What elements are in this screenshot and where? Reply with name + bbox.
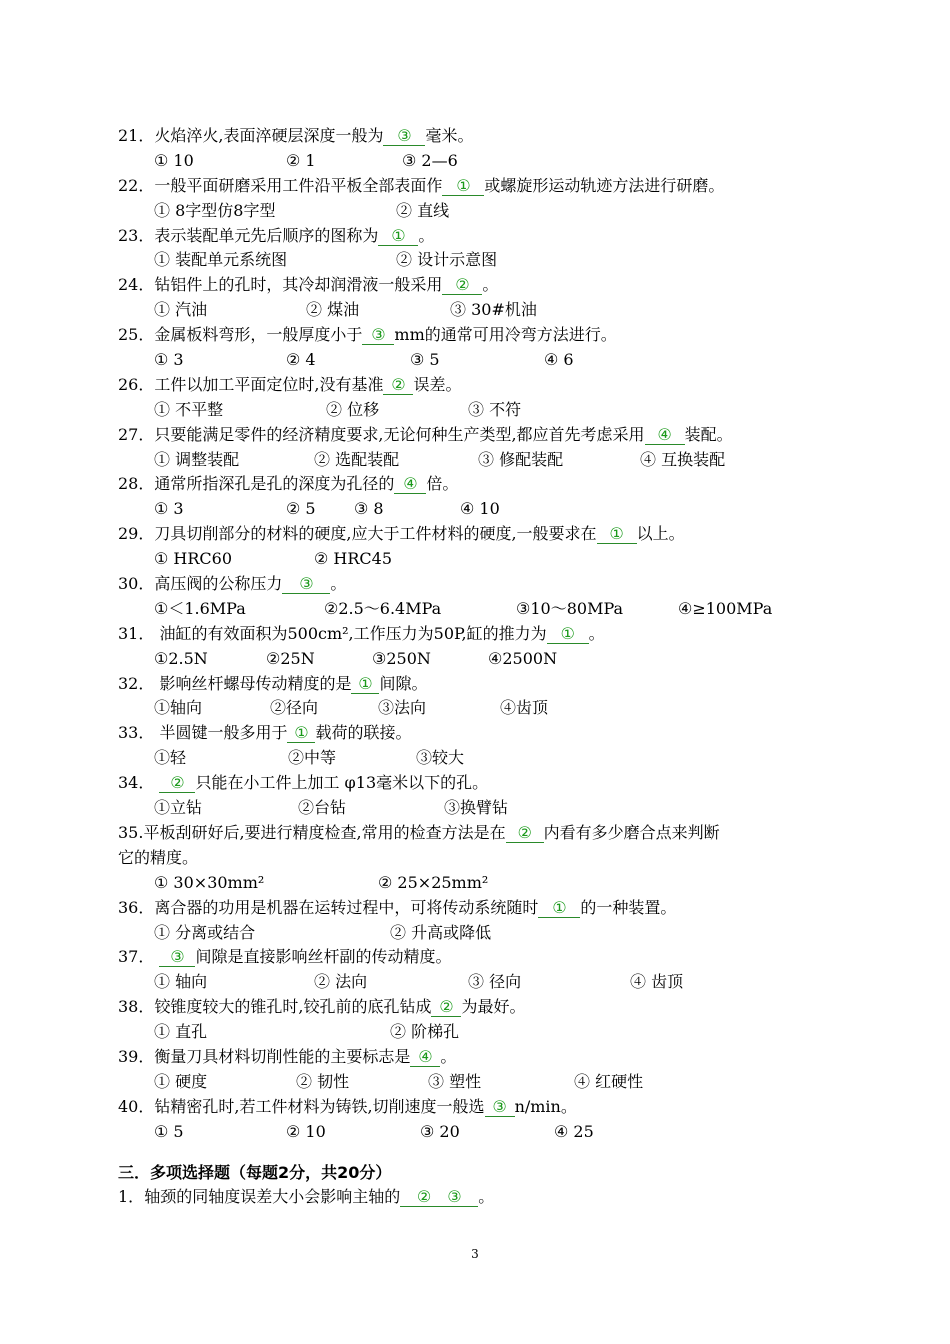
question-text-after: 装配。 [684,424,733,444]
option: ① 5 [154,1121,184,1141]
question-number: 25． [118,325,155,345]
question-number: 1． [118,1187,145,1207]
question-text-before: 一般平面研磨采用工件沿平板全部表面作 [154,175,443,195]
question-stem [118,522,838,547]
question-number: 34． [118,773,155,793]
question-stem [118,124,838,149]
question-text-after: 的一种装置。 [580,897,677,917]
option: ④ 齿顶 [630,972,684,992]
question-text-after: n/min。 [514,1096,577,1116]
question-number: 30． [118,574,155,594]
question-number: 22． [118,175,155,195]
options-row [118,348,838,373]
answer-blank: ③ [159,948,195,967]
question-stem [118,373,838,398]
option: ④ 6 [544,350,574,370]
option: ④ 25 [554,1121,594,1141]
question-stem [118,572,838,597]
question-text-after: 。 [588,623,605,643]
option: ② 设计示意图 [396,250,498,270]
option: ③ 塑性 [428,1071,482,1091]
question-text-before: 影响丝杆螺母传动精度的是 [154,673,352,693]
answer-blank: ① [378,227,418,246]
option: ① 10 [154,150,194,170]
question-text-before: 平板刮研好后,要进行精度检查,常用的检查方法是在 [143,822,506,842]
page-number: 3 [471,1247,479,1261]
option: ①2.5N [154,648,208,668]
question-text-before: 刀具切削部分的材料的硬度,应大于工件材料的硬度,一般要求在 [154,524,597,544]
option: ③ 8 [354,499,384,519]
question-text-after: 为最好。 [461,997,526,1017]
question-stem [118,896,838,921]
question-number: 36． [118,897,155,917]
question-number: 32． [118,673,155,693]
option: ① 调整装配 [154,449,240,469]
option: ① 30×30mm² [154,872,265,892]
question-stem [118,1045,838,1070]
option: ② 直线 [396,200,450,220]
question-number: 21． [118,126,155,145]
question-text-after: 间隙。 [379,673,428,693]
options-row [118,1020,838,1045]
question-text-after: 或螺旋形运动轨迹方法进行研磨。 [484,175,725,195]
question-text-before: 高压阀的公称压力 [154,574,283,594]
question-stem [118,174,838,199]
question-text-before: 只要能满足零件的经济精度要求,无论何种生产类型,都应首先考虑采用 [154,424,645,444]
option: ③ 不符 [468,399,522,419]
options-row [118,1070,838,1095]
option: ② 选配装配 [314,449,400,469]
answer-blank: ② [159,774,195,793]
option: ② HRC45 [314,549,393,569]
question-text-after: 。 [478,1187,495,1207]
option: ① 不平整 [154,399,224,419]
option: ③ 20 [420,1121,460,1141]
option: ②径向 [270,698,319,718]
question-text-before: 轴颈的同轴度误差大小会影响主轴的 [144,1187,401,1207]
question-number: 39． [118,1046,155,1066]
options-row [118,547,838,572]
answer-blank: ④ [394,475,426,494]
question-stem [118,224,838,249]
option: ①立钻 [154,798,203,818]
answer-blank: ① [538,899,580,918]
question-text-after: 间隙是直接影响丝杆副的传动精度。 [195,947,452,967]
question-text-before: 金属板料弯形，一般厚度小于 [154,325,363,345]
answer-blank: ② [442,276,482,295]
option: ① 轴向 [154,972,208,992]
question-text-after: 。 [440,1046,457,1066]
question-stem [118,273,838,298]
answer-blank: ① [442,177,484,196]
question-stem [118,721,838,746]
question-text-before: 火焰淬火,表面淬硬层深度一般为 [154,126,384,145]
option: ①轴向 [154,698,203,718]
question-stem [118,423,838,448]
options-row [118,696,838,721]
question-text-before: 衡量刀具材料切削性能的主要标志是 [154,1046,411,1066]
option: ①＜1.6MPa [154,598,246,618]
question-text-after: mm的通常可用冷弯方法进行。 [394,325,617,345]
question-text-before: 通常所指深孔是孔的深度为孔径的 [154,474,395,494]
question-text-before: 工件以加工平面定位时,没有基准 [154,374,384,394]
options-row [118,647,838,672]
option: ②2.5～6.4MPa [324,598,442,618]
option: ② 升高或降低 [390,922,492,942]
option: ② 位移 [326,399,380,419]
question-text-after: 。 [330,574,347,594]
option: ②台钻 [298,798,347,818]
answer-blank: ① [547,625,589,644]
question-number: 37． [118,947,155,967]
question-stem [118,672,838,697]
option: ② 阶梯孔 [390,1022,460,1042]
options-row [118,871,838,896]
option: ①轻 [154,748,187,768]
answer-blank: ① [597,525,637,544]
question-text-after: 误差。 [413,374,462,394]
options-row [118,1120,838,1145]
options-row [118,448,838,473]
question-text-after: 。 [418,225,435,245]
question-list [118,124,838,1210]
question-text-after: 只能在小工件上加工 φ13毫米以下的孔。 [195,773,489,793]
answer-blank: ④ [645,426,685,445]
option: ④≥100MPa [678,598,773,618]
option: ②25N [266,648,315,668]
question-number: 35. [118,822,144,842]
question-number: 28． [118,474,155,494]
option: ② 法向 [314,972,368,992]
question-stem [118,945,838,970]
option: ③ 2—6 [402,150,458,170]
option: ②中等 [288,748,337,768]
question-number: 33． [118,723,155,743]
question-text-before: 半圆键一般多用于 [154,723,288,743]
option: ① 3 [154,499,184,519]
options-row [118,921,838,946]
question-text-after: 毫米。 [425,126,474,145]
question-text-before: 钻精密孔时,若工件材料为铸铁,切削速度一般选 [154,1096,485,1116]
option: ② 25×25mm² [378,872,489,892]
option: ① 装配单元系统图 [154,250,288,270]
option: ② 5 [286,499,316,519]
question-text-before: 油缸的有效面积为500cm²,工作压力为50P,缸的推力为 [154,623,547,643]
option: ① 3 [154,350,184,370]
question-number: 24． [118,275,155,295]
question-number: 29． [118,524,155,544]
answer-blank: ② [431,998,461,1017]
question-text-after: 。 [482,275,499,295]
answer-blank: ① [351,675,379,694]
question-number: 27． [118,424,155,444]
options-row [118,149,838,174]
option: ④齿顶 [500,698,549,718]
answer-blank: ③ [485,1098,515,1117]
option: ③ 5 [410,350,440,370]
question-stem [118,821,838,846]
option: ① 汽油 [154,300,208,320]
answer-blank: ③ [362,326,394,345]
question-text-after: 载荷的联接。 [315,723,412,743]
option: ③ 30#机油 [450,300,537,320]
answer-blank: ③ [282,575,330,594]
options-row [118,746,838,771]
option: ③10～80MPa [516,598,624,618]
options-row [118,497,838,522]
question-text-before: 离合器的功用是机器在运转过程中，可将传动系统随时 [154,897,539,917]
option: ③换臂钻 [444,798,509,818]
option: ③ 径向 [468,972,522,992]
question-number: 40． [118,1096,155,1116]
question-stem [118,323,838,348]
option: ③ 修配装配 [478,449,564,469]
option: ④ 互换装配 [640,449,726,469]
question-number: 38． [118,997,155,1017]
question-stem [118,771,838,796]
answer-blank: ④ [410,1048,440,1067]
option: ③法向 [378,698,427,718]
option: ① 直孔 [154,1022,208,1042]
question-continuation: 它的精度。 [118,847,199,867]
option: ④2500N [488,648,558,668]
question-stem [118,622,838,647]
options-row [118,796,838,821]
question-number: 31． [118,623,155,643]
option: ② 韧性 [296,1071,350,1091]
options-row [118,597,838,622]
option: ③较大 [416,748,465,768]
option: ③250N [372,648,431,668]
option: ① 8字型仿8字型 [154,200,276,220]
question-text-before: 表示装配单元先后顺序的图称为 [154,225,379,245]
options-row [118,248,838,273]
option: ② 4 [286,350,316,370]
option: ② 煤油 [306,300,360,320]
option: ① 硬度 [154,1071,208,1091]
option: ② 10 [286,1121,326,1141]
question-text-before: 铰锥度较大的锥孔时,铰孔前的底孔钻成 [154,997,432,1017]
question-text-before: 钻铝件上的孔时，其冷却润滑液一般采用 [154,275,443,295]
question-stem [118,472,838,497]
answer-blank: ② [383,376,413,395]
question-stem [118,1185,838,1210]
question-text-after: 以上。 [636,524,685,544]
option: ④ 10 [460,499,500,519]
question-stem [118,1095,838,1120]
answer-blank: ③ [383,127,425,146]
option: ① HRC60 [154,549,233,569]
option: ④ 红硬性 [574,1071,644,1091]
options-row [118,970,838,995]
question-text-after: 倍。 [426,474,459,494]
options-row [118,199,838,224]
answer-blank: ① [287,724,315,743]
question-text-after: 内看有多少磨合点来判断 [543,822,720,842]
options-row [118,398,838,423]
question-number: 26． [118,374,155,394]
answer-blank: ② ③ [400,1188,478,1207]
section-title: 三．多项选择题（每题2分，共20分） [118,1162,392,1182]
option: ① 分离或结合 [154,922,256,942]
options-row [118,298,838,323]
answer-blank: ② [506,824,544,843]
question-number: 23． [118,225,155,245]
question-stem [118,995,838,1020]
option: ② 1 [286,150,316,170]
